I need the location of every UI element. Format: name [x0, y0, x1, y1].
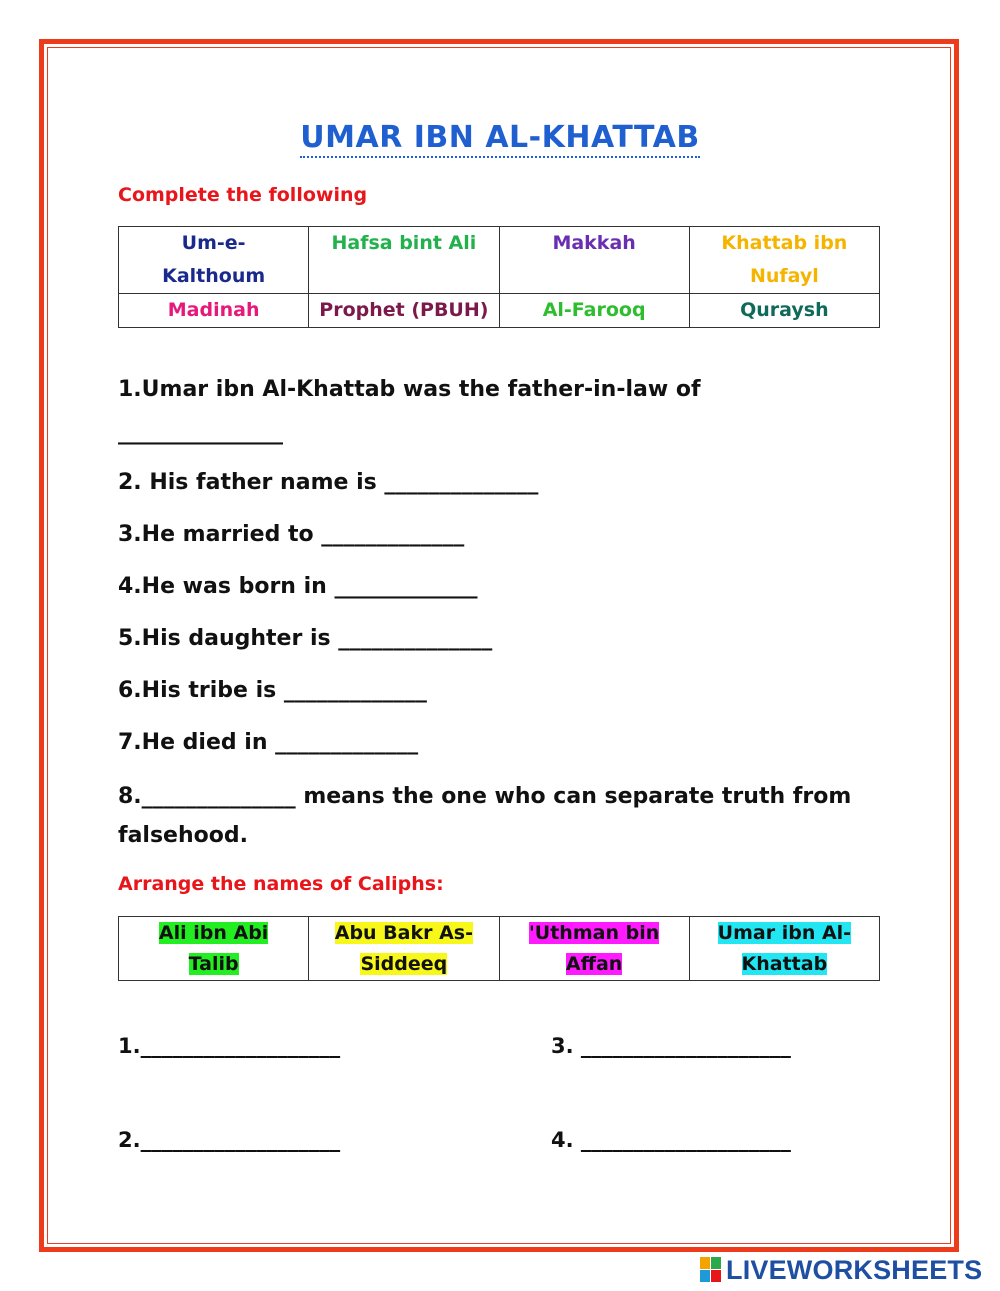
word-cell: Quraysh [689, 294, 879, 328]
worksheet-title: UMAR IBN AL-KHATTAB [0, 120, 1000, 155]
word-cell: Madinah [119, 294, 309, 328]
answer-3[interactable]: 3. ____________________ [551, 1034, 791, 1058]
answer-2[interactable]: 2.___________________ [118, 1128, 341, 1152]
answer-4[interactable]: 4. ____________________ [551, 1128, 791, 1152]
caliph-cell: Ali ibn Abi Talib [119, 917, 309, 981]
question-1-blank[interactable]: _______________ [118, 420, 283, 445]
question-7[interactable]: 7.He died in _____________ [118, 730, 419, 755]
liveworksheets-logo-text: LIVEWORKSHEETS [726, 1254, 983, 1285]
word-cell: Khattab ibn Nufayl [689, 227, 879, 294]
liveworksheets-logo-icon [700, 1257, 722, 1283]
caliph-cell: 'Uthman bin Affan [499, 917, 689, 981]
question-5[interactable]: 5.His daughter is ______________ [118, 626, 493, 651]
question-2[interactable]: 2. His father name is ______________ [118, 470, 539, 495]
question-3[interactable]: 3.He married to _____________ [118, 522, 465, 547]
liveworksheets-logo [700, 1255, 982, 1285]
word-bank-row [119, 294, 880, 328]
question-1: 1.Umar ibn Al-Khattab was the father-in-law of [118, 377, 701, 402]
word-cell: Prophet (PBUH) [309, 294, 499, 328]
word-cell: Makkah [499, 227, 689, 294]
instruction-arrange: Arrange the names of Caliphs: [118, 873, 444, 895]
word-cell: Al-Farooq [499, 294, 689, 328]
question-6[interactable]: 6.His tribe is _____________ [118, 678, 427, 703]
answer-1[interactable]: 1.___________________ [118, 1034, 341, 1058]
caliphs-row [119, 917, 880, 981]
word-cell: Hafsa bint Ali [309, 227, 499, 294]
instruction-complete: Complete the following [118, 184, 368, 206]
word-cell: Um-e- Kalthoum [119, 227, 309, 294]
word-bank-table [118, 226, 880, 328]
question-4[interactable]: 4.He was born in _____________ [118, 574, 478, 599]
caliph-cell: Umar ibn Al- Khattab [689, 917, 879, 981]
caliphs-table [118, 916, 880, 981]
question-8[interactable]: 8.______________ means the one who can separate truth from falsehood. [118, 784, 852, 848]
word-bank-row [119, 227, 880, 294]
caliph-cell: Abu Bakr As- Siddeeq [309, 917, 499, 981]
